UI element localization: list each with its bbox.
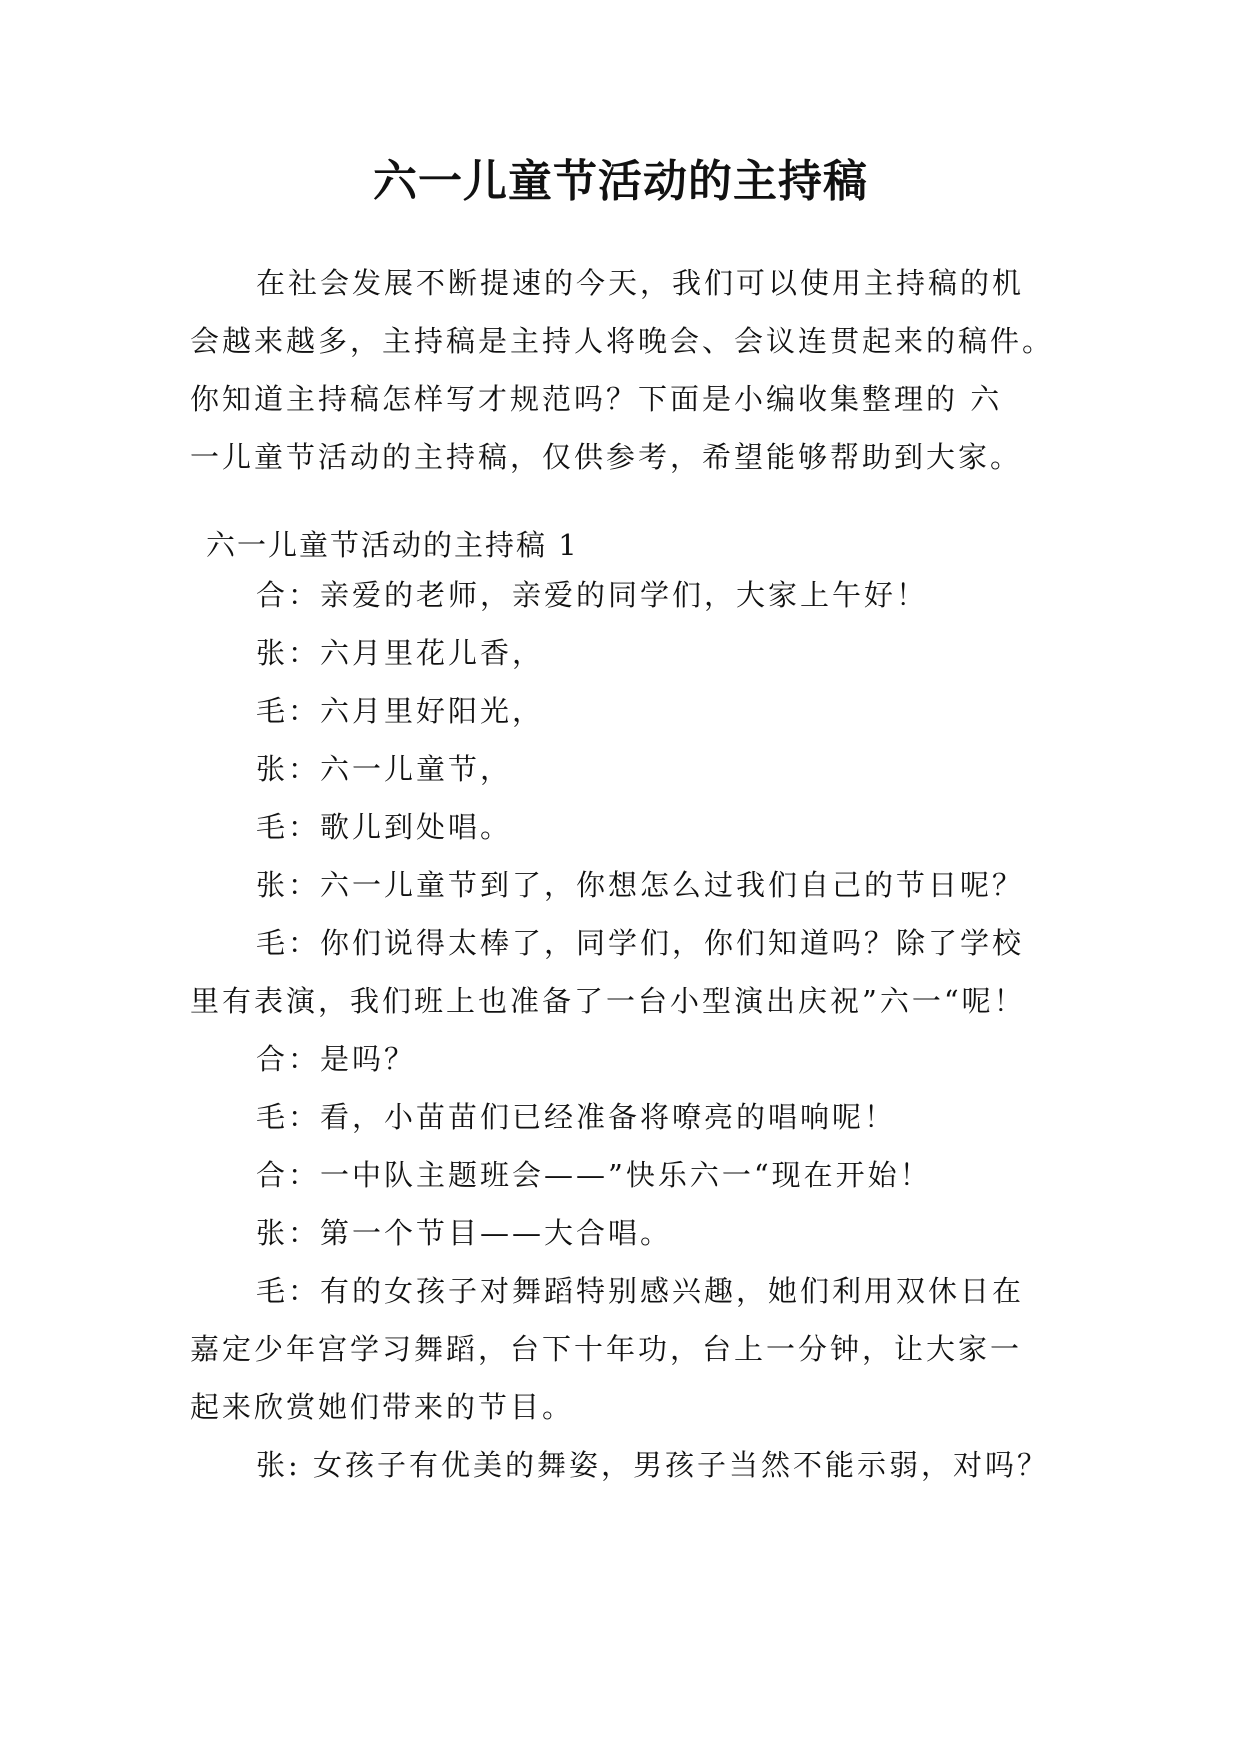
script-line: 里有表演，我们班上也准备了一台小型演出庆祝”六一“呢！ <box>190 984 1026 1018</box>
intro-line: 会越来越多，主持稿是主持人将晚会、会议连贯起来的稿件。 <box>190 324 1055 358</box>
script-line: 毛：歌儿到处唱。 <box>256 810 513 844</box>
script-line: 张: 女孩子有优美的舞姿，男孩子当然不能示弱，对吗？ <box>256 1448 1049 1482</box>
script-line: 合：一中队主题班会——”快乐六一“现在开始！ <box>256 1158 932 1192</box>
script-line: 张：第一个节目——大合唱。 <box>256 1216 673 1250</box>
script-line: 嘉定少年宫学习舞蹈，台下十年功，台上一分钟，让大家一 <box>190 1332 1023 1366</box>
intro-line: 你知道主持稿怎样写才规范吗？下面是小编收集整理的 六 <box>190 382 1003 416</box>
script-line: 毛：有的女孩子对舞蹈特别感兴趣，她们利用双休日在 <box>256 1274 1025 1308</box>
script-line: 起来欣赏她们带来的节目。 <box>190 1390 575 1424</box>
script-line: 毛：你们说得太棒了，同学们，你们知道吗？除了学校 <box>256 926 1025 960</box>
document-title: 六一儿童节活动的主持稿 <box>373 156 868 207</box>
script-line: 合：亲爱的老师，亲爱的同学们，大家上午好！ <box>256 578 929 612</box>
intro-line: 一儿童节活动的主持稿，仅供参考，希望能够帮助到大家。 <box>190 440 1023 474</box>
script-line: 张：六月里花儿香， <box>256 636 545 670</box>
section-heading: 六一儿童节活动的主持稿 1 <box>206 528 579 562</box>
intro-paragraph <box>190 254 1070 486</box>
script-line: 毛：看，小苗苗们已经准备将嘹亮的唱响呢！ <box>256 1100 897 1134</box>
script-line: 张：六一儿童节， <box>256 752 513 786</box>
script-line: 张：六一儿童节到了，你想怎么过我们自己的节日呢？ <box>256 868 1025 902</box>
script-line: 毛：六月里好阳光， <box>256 694 545 728</box>
intro-line: 在社会发展不断提速的今天，我们可以使用主持稿的机 <box>256 266 1025 300</box>
script-body <box>190 566 1070 1494</box>
script-line: 合：是吗？ <box>256 1042 417 1076</box>
